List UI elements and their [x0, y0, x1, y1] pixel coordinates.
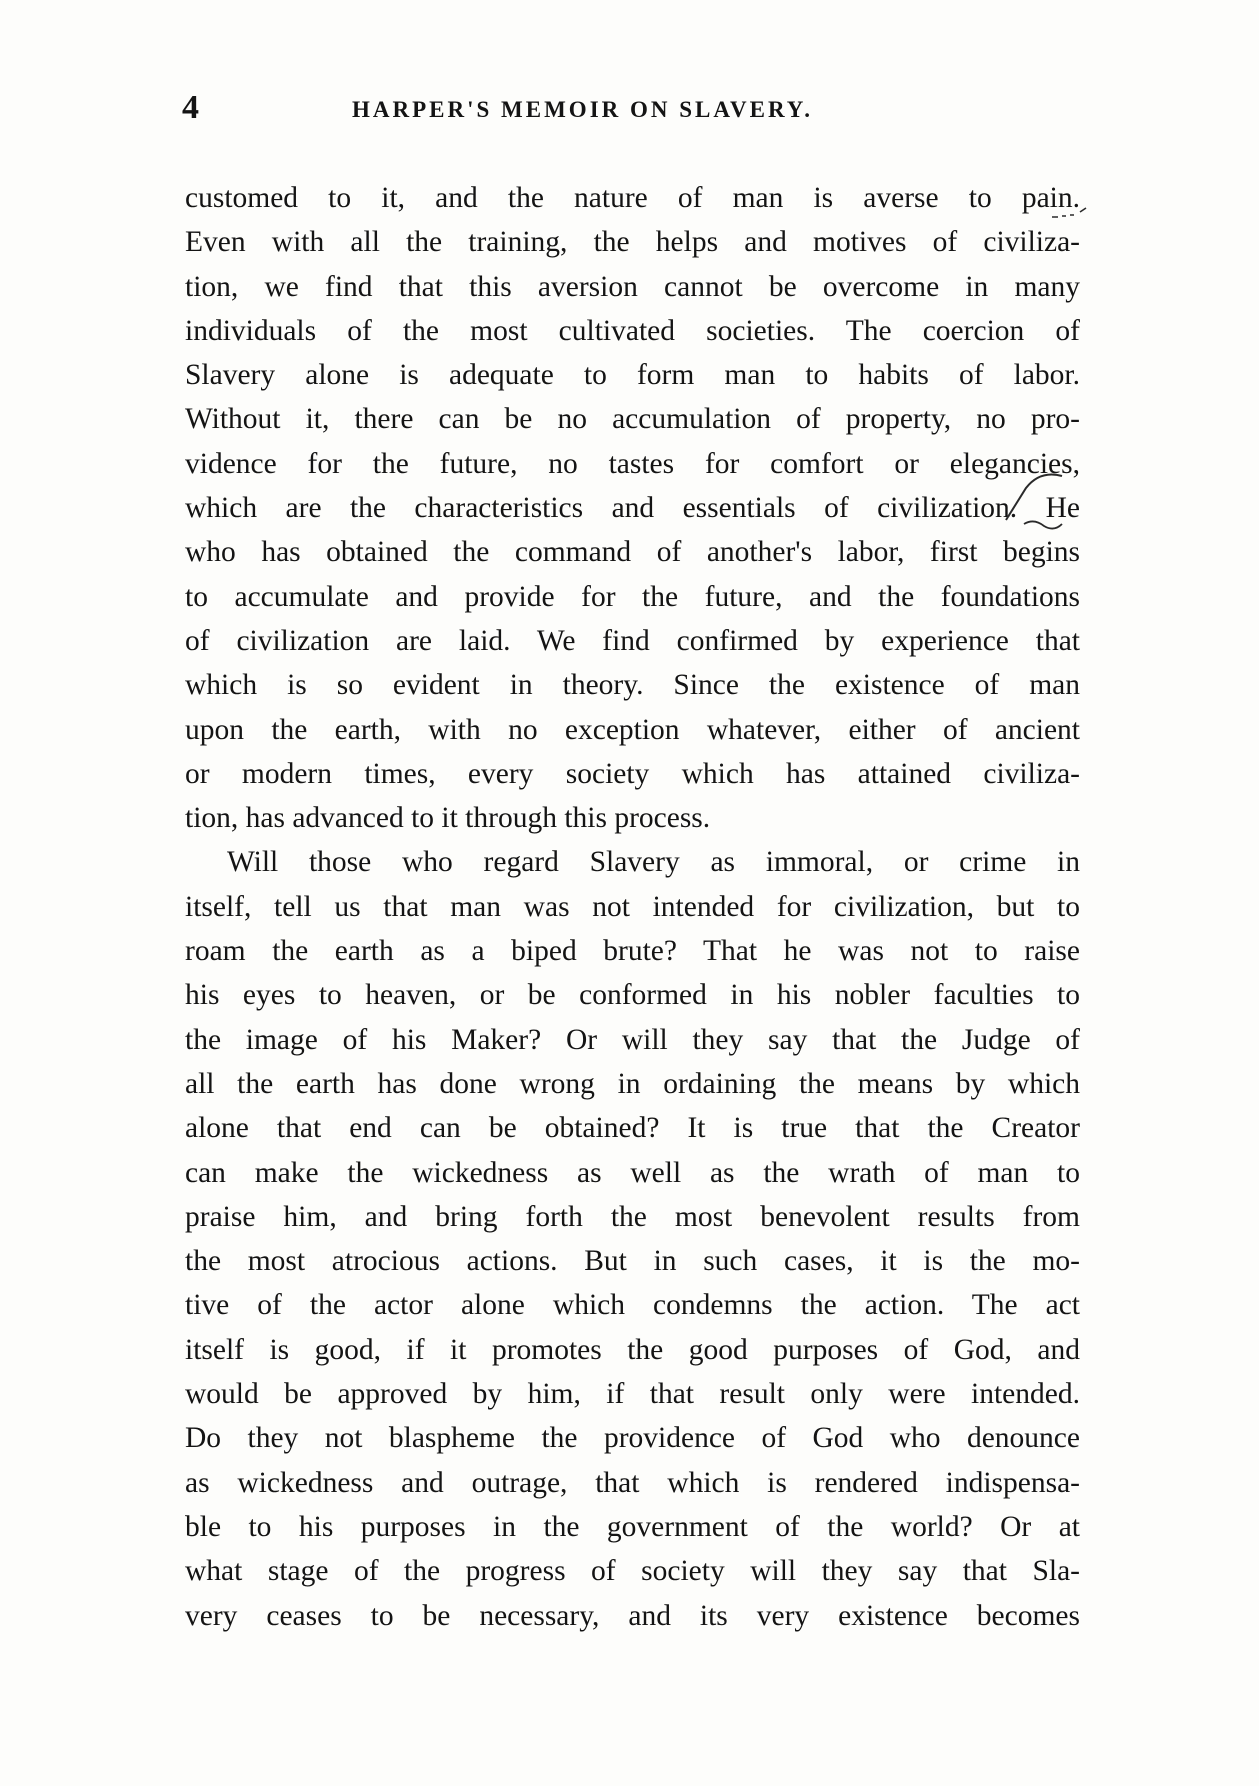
text-line: praise him, and bring forth the most benevolent results from — [185, 1200, 1080, 1233]
text-line: itself is good, if it promotes the good purposes of God, and — [185, 1333, 1080, 1366]
text-line: roam the earth as a biped brute? That he was not to raise — [185, 935, 1080, 968]
text-line: alone that end can be obtained? It is true that the Creator — [185, 1112, 1080, 1145]
text-line: tion, we find that this aversion cannot be overcome in many — [185, 270, 1080, 303]
text-line: Do they not blaspheme the providence of God who denounce — [185, 1422, 1080, 1455]
body-text — [185, 176, 1080, 1638]
text-line: itself, tell us that man was not intended for civilization, but to — [185, 890, 1080, 923]
text-line: who has obtained the command of another's labor, first begins — [185, 536, 1080, 569]
text-line: to accumulate and provide for the future, and the foundations — [185, 580, 1080, 613]
text-line: would be approved by him, if that result only were intended. — [185, 1378, 1080, 1411]
text-line: Without it, there can be no accumulation of property, no pro- — [185, 403, 1080, 436]
page-number: 4 — [182, 89, 199, 126]
text-line: vidence for the future, no tastes for comfort or elegancies, — [185, 447, 1080, 480]
text-line: Slavery alone is adequate to form man to habits of labor. — [185, 359, 1080, 392]
text-line: can make the wickedness as well as the wrath of man to — [185, 1156, 1080, 1189]
text-line: ble to his purposes in the government of the world? Or at — [185, 1510, 1080, 1543]
text-line: which are the characteristics and essentials of civilization. He — [185, 492, 1080, 525]
text-line: or modern times, every society which has attained civiliza- — [185, 757, 1080, 790]
text-line: individuals of the most cultivated societies. The coercion of — [185, 314, 1080, 347]
text-line: Will those who regard Slavery as immoral, or crime in — [227, 846, 1080, 879]
paragraph — [185, 176, 1080, 840]
text-line: Even with all the training, the helps and motives of civiliza- — [185, 226, 1080, 259]
text-line: customed to it, and the nature of man is averse to pain. — [185, 182, 1080, 214]
text-line: which is so evident in theory. Since the existence of man — [185, 669, 1080, 702]
running-head — [182, 88, 1082, 128]
paragraph — [185, 840, 1080, 1637]
text-line: as wickedness and outrage, that which is rendered indispensa- — [185, 1466, 1080, 1499]
text-line: upon the earth, with no exception whatever, either of ancient — [185, 713, 1080, 746]
text-line: all the earth has done wrong in ordaining the means by which — [185, 1067, 1080, 1100]
text-line: the most atrocious actions. But in such cases, it is the mo- — [185, 1245, 1080, 1278]
text-line: what stage of the progress of society will they say that Sla- — [185, 1555, 1080, 1588]
text-line: his eyes to heaven, or be conformed in his nobler faculties to — [185, 979, 1080, 1012]
text-line: very ceases to be necessary, and its very existence becomes — [185, 1599, 1080, 1632]
text-line: the image of his Maker? Or will they say that the Judge of — [185, 1023, 1080, 1056]
text-line: tion, has advanced to it through this process. — [185, 802, 711, 835]
text-line: tive of the actor alone which condemns the action. The act — [185, 1289, 1080, 1322]
text-line: of civilization are laid. We find confirmed by experience that — [185, 624, 1080, 657]
running-title: HARPER'S MEMOIR ON SLAVERY. — [352, 97, 814, 122]
